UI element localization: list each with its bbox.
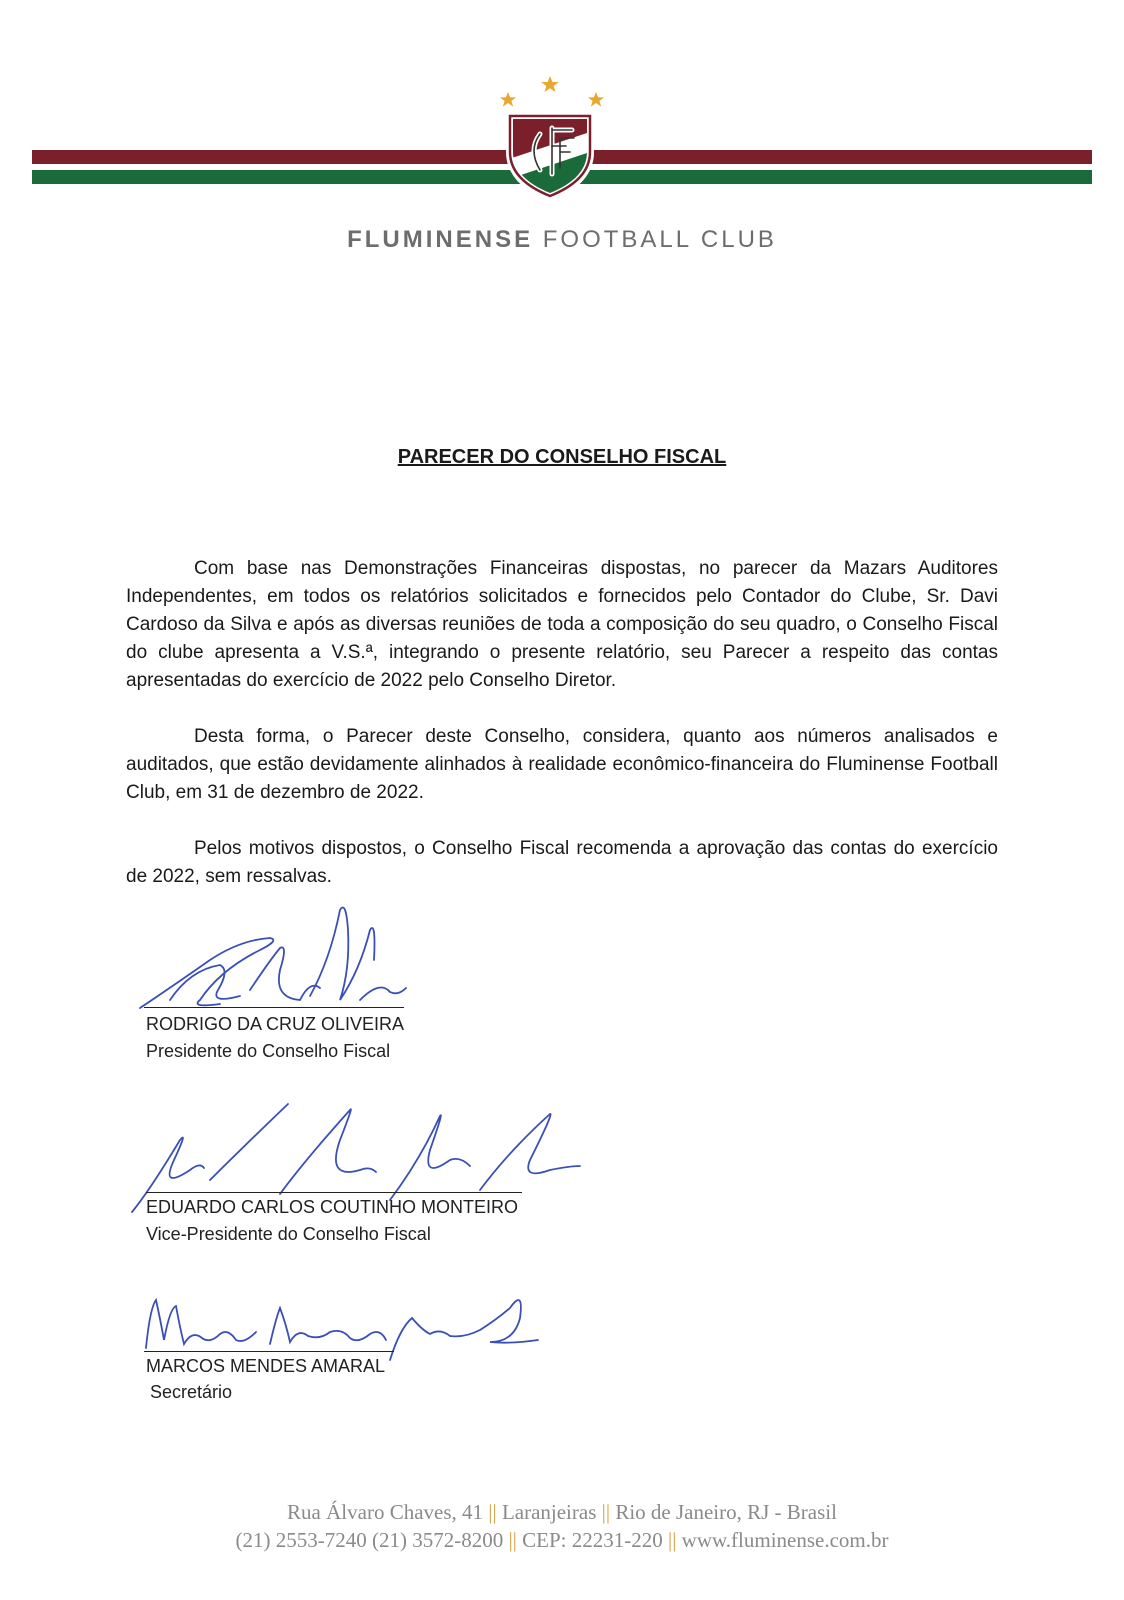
document-body [126, 555, 998, 919]
signatory-role: Secretário [150, 1382, 233, 1402]
signature-line [144, 1351, 394, 1352]
footer-address-line [0, 1500, 1124, 1525]
footer-separator: || [508, 1528, 517, 1552]
letterhead [0, 0, 1124, 270]
signatory-name: RODRIGO DA CRUZ OLIVEIRA [146, 1014, 405, 1034]
star-icon [500, 92, 516, 107]
footer-separator: || [601, 1500, 611, 1524]
club-name [0, 226, 1124, 254]
club-name-light: FOOTBALL CLUB [542, 226, 777, 253]
signature-block-president [130, 900, 600, 1070]
footer-contact-line [0, 1528, 1124, 1553]
signatory-role: Vice-Presidente do Conselho Fiscal [146, 1224, 431, 1244]
document-title: PARECER DO CONSELHO FISCAL [397, 446, 727, 468]
paragraph-2: Desta forma, o Parecer deste Conselho, considera, quanto aos números analisados e auditados, que estão devidamente alinhados à realidade econômico-financeira do Fluminense Football Club, em 31 de dezembro de 2022. [126, 726, 998, 803]
star-icon [541, 76, 559, 92]
footer-website-link[interactable]: www.fluminense.com.br [681, 1528, 889, 1552]
footer-neighborhood: Laranjeiras [501, 1500, 597, 1524]
handwritten-signature [130, 900, 420, 1015]
footer-city: Rio de Janeiro, RJ - Brasil [615, 1500, 837, 1524]
club-name-bold: FLUMINENSE [347, 226, 534, 253]
club-crest-logo [500, 72, 620, 212]
footer-separator: || [488, 1500, 497, 1524]
signatory-name: EDUARDO CARLOS COUTINHO MONTEIRO [146, 1197, 519, 1217]
signature-line [144, 1007, 404, 1008]
footer-address: Rua Álvaro Chaves, 41 [287, 1500, 484, 1524]
footer-separator: || [667, 1528, 677, 1552]
signature-block-secretary [130, 1278, 600, 1408]
footer-cep: CEP: 22231-220 [522, 1528, 663, 1552]
signature-line [146, 1192, 522, 1193]
signatory-name: MARCOS MENDES AMARAL [146, 1356, 386, 1376]
footer-phones: (21) 2553-7240 (21) 3572-8200 [235, 1528, 504, 1552]
star-icon [588, 92, 604, 107]
signatory-role: Presidente do Conselho Fiscal [146, 1041, 391, 1061]
paragraph-3: Pelos motivos dispostos, o Conselho Fiscal recomenda a aprovação das contas do exercício de 2022, sem ressalvas. [126, 838, 998, 887]
paragraph-1: Com base nas Demonstrações Financeiras dispostas, no parecer da Mazars Auditores Independentes, em todos os relatórios solicitados e fornecidos pelo Contador do Clube, Sr. Davi Cardoso da Silva e após as diversas reuniões de toda a composição do seu quadro, o Conselho Fiscal do clube apresenta a V.S.ª, integrando o presente relatório, seu Parecer a respeito das contas apresentadas do exercício de 2022 pelo Conselho Diretor. [126, 558, 998, 691]
signature-block-vice-president [130, 1100, 600, 1260]
